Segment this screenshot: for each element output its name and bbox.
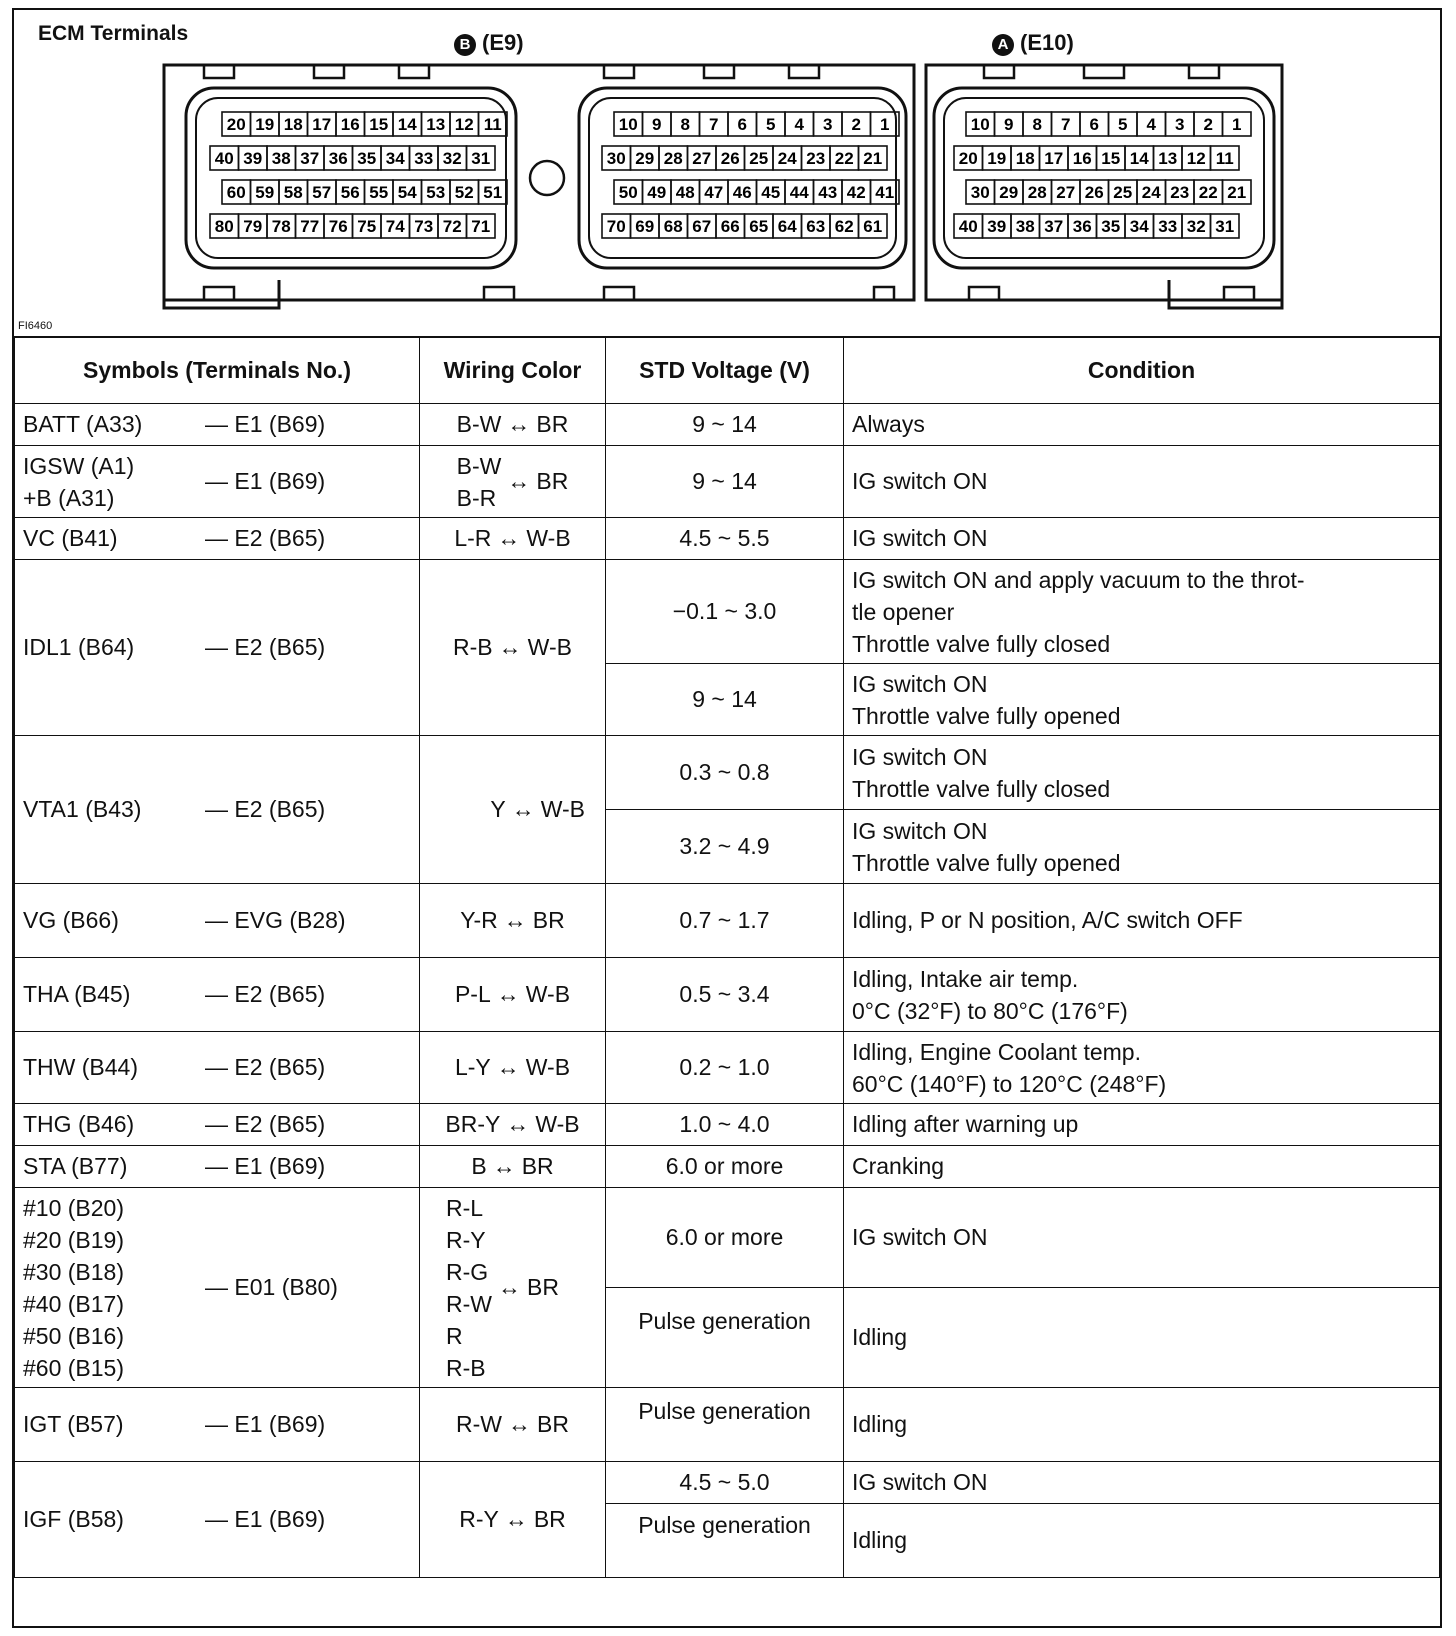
terminal-number: 52 <box>454 183 474 202</box>
terminal-number: 16 <box>340 115 360 134</box>
terminal-number: 38 <box>1015 217 1035 236</box>
terminal-number: 2 <box>1203 115 1213 134</box>
terminal-number: 55 <box>369 183 389 202</box>
terminal-number: 43 <box>818 183 838 202</box>
connector-outline <box>14 10 1440 336</box>
terminal-number: 66 <box>720 217 740 236</box>
terminal-number: 40 <box>958 217 978 236</box>
terminal-number: 21 <box>863 149 883 168</box>
terminal-number: 40 <box>214 149 234 168</box>
terminal-number: 14 <box>397 115 417 134</box>
table-row: THA (B45) — E2 (B65) P-L ↔ W-B 0.5 ~ 3.4 Idling, Intake air temp. 0°C (32°F) to 80°C (176°F) <box>15 958 1440 1032</box>
terminal-number: 34 <box>1129 217 1149 236</box>
terminal-number: 4 <box>1146 115 1156 134</box>
terminal-number: 28 <box>663 149 683 168</box>
terminal-number: 15 <box>1101 149 1121 168</box>
terminal-number: 29 <box>635 149 655 168</box>
terminal-number: 70 <box>606 217 626 236</box>
terminal-number: 62 <box>834 217 854 236</box>
terminal-number: 16 <box>1072 149 1092 168</box>
terminal-number: 27 <box>1056 183 1076 202</box>
table-row: 9 ~ 14 IG switch ON Throttle valve fully opened <box>15 664 1440 736</box>
table-row: STA (B77) — E1 (B69) B ↔ BR 6.0 or more Cranking <box>15 1146 1440 1188</box>
terminal-number: 25 <box>1113 183 1133 202</box>
terminal-number: 33 <box>1158 217 1178 236</box>
terminal-number: 80 <box>214 217 234 236</box>
header-symbols: Symbols (Terminals No.) <box>15 337 420 404</box>
table-row: #10 (B20) #20 (B19) #30 (B18) #40 (B17) #50 (B16) #60 (B15) — E01 (B80) R-L R-Y R-G R-W R R-B ↔ BR 6.0 or more IG switch ON <box>15 1188 1440 1288</box>
terminal-number: 8 <box>680 115 690 134</box>
terminal-number: 45 <box>761 183 781 202</box>
table-row: VC (B41) — E2 (B65) L-R ↔ W-B 4.5 ~ 5.5 IG switch ON <box>15 518 1440 560</box>
terminal-number: 17 <box>1044 149 1064 168</box>
terminal-number: 24 <box>777 149 797 168</box>
terminal-number: 38 <box>271 149 291 168</box>
terminal-number: 18 <box>283 115 303 134</box>
terminal-number: 68 <box>663 217 683 236</box>
terminal-number: 1 <box>1232 115 1242 134</box>
terminal-number: 15 <box>369 115 389 134</box>
terminal-number: 72 <box>442 217 462 236</box>
terminal-number: 36 <box>1072 217 1092 236</box>
terminal-number: 47 <box>704 183 724 202</box>
terminal-number: 41 <box>875 183 895 202</box>
terminal-number: 18 <box>1015 149 1035 168</box>
terminal-number: 63 <box>806 217 826 236</box>
terminal-number: 6 <box>737 115 747 134</box>
table-row: IGSW (A1) +B (A31) — E1 (B69) B-W B-R ↔ BR 9 ~ 14 IG switch ON <box>15 446 1440 518</box>
table-row: THW (B44) — E2 (B65) L-Y ↔ W-B 0.2 ~ 1.0 Idling, Engine Coolant temp. 60°C (140°F) to 120°C (248°F) <box>15 1032 1440 1104</box>
terminal-number: 58 <box>283 183 303 202</box>
connector-a-badge: A <box>992 34 1014 56</box>
terminal-number: 26 <box>720 149 740 168</box>
terminal-number: 59 <box>255 183 275 202</box>
terminal-number: 32 <box>1186 217 1206 236</box>
terminal-number: 35 <box>357 149 377 168</box>
terminal-number: 56 <box>340 183 360 202</box>
header-wiring: Wiring Color <box>420 337 606 404</box>
table-header-row <box>15 337 1440 404</box>
figure-id: FI6460 <box>18 320 53 332</box>
connector-a-label: A (E10) <box>992 30 1074 56</box>
terminal-number: 27 <box>692 149 712 168</box>
terminal-number: 71 <box>471 217 491 236</box>
terminal-number: 67 <box>692 217 712 236</box>
terminal-number: 78 <box>271 217 291 236</box>
terminal-number: 22 <box>834 149 854 168</box>
terminal-number: 21 <box>1227 183 1247 202</box>
terminal-number: 8 <box>1032 115 1042 134</box>
diagram-title: ECM Terminals <box>38 22 189 45</box>
terminal-number: 28 <box>1027 183 1047 202</box>
ecm-connector-diagram <box>14 10 1440 338</box>
terminal-number: 11 <box>1215 149 1234 168</box>
terminal-number: 61 <box>863 217 883 236</box>
terminal-number: 32 <box>442 149 462 168</box>
terminal-number: 42 <box>846 183 866 202</box>
terminal-number: 19 <box>987 149 1007 168</box>
terminal-number: 64 <box>777 217 797 236</box>
terminal-number: 6 <box>1089 115 1099 134</box>
terminal-number: 79 <box>243 217 263 236</box>
terminal-number: 74 <box>385 217 405 236</box>
terminal-number: 7 <box>709 115 719 134</box>
terminal-number: 23 <box>1170 183 1190 202</box>
terminal-number: 1 <box>880 115 890 134</box>
terminal-number: 31 <box>1215 217 1235 236</box>
terminal-number: 65 <box>749 217 769 236</box>
terminal-number: 5 <box>1118 115 1128 134</box>
table-row: Pulse generation Idling <box>15 1288 1440 1388</box>
terminal-number: 2 <box>851 115 861 134</box>
terminal-number: 53 <box>426 183 446 202</box>
terminal-number: 30 <box>606 149 626 168</box>
table-row: THG (B46) — E2 (B65) BR-Y ↔ W-B 1.0 ~ 4.0 Idling after warning up <box>15 1104 1440 1146</box>
table-row: VG (B66) — EVG (B28) Y-R ↔ BR 0.7 ~ 1.7 Idling, P or N position, A/C switch OFF <box>15 884 1440 958</box>
terminal-number: 50 <box>618 183 638 202</box>
terminal-number: 35 <box>1101 217 1121 236</box>
terminal-number: 36 <box>328 149 348 168</box>
terminal-number: 29 <box>999 183 1019 202</box>
terminal-number: 77 <box>300 217 320 236</box>
terminal-number: 54 <box>397 183 417 202</box>
terminal-number: 73 <box>414 217 434 236</box>
terminal-number: 10 <box>618 115 638 134</box>
terminal-number: 49 <box>647 183 667 202</box>
terminal-number: 34 <box>385 149 405 168</box>
table-row: IGF (B58) — E1 (B69) R-Y ↔ BR 4.5 ~ 5.0 IG switch ON <box>15 1462 1440 1504</box>
terminal-number: 23 <box>806 149 826 168</box>
terminal-number: 39 <box>987 217 1007 236</box>
terminal-number: 9 <box>652 115 662 134</box>
terminal-number: 75 <box>357 217 377 236</box>
terminal-number: 51 <box>483 183 503 202</box>
terminal-number: 20 <box>958 149 978 168</box>
connector-b-badge: B <box>454 34 476 56</box>
terminal-number: 4 <box>794 115 804 134</box>
terminal-number: 7 <box>1061 115 1071 134</box>
table-row: BATT (A33) — E1 (B69) B-W ↔ BR 9 ~ 14 Always <box>15 404 1440 446</box>
terminal-number: 37 <box>300 149 320 168</box>
terminal-number: 60 <box>226 183 246 202</box>
terminal-number: 3 <box>1175 115 1185 134</box>
connector-b-label: B (E9) <box>454 30 524 56</box>
terminal-number: 48 <box>675 183 695 202</box>
terminal-number: 22 <box>1198 183 1218 202</box>
terminal-number: 24 <box>1141 183 1161 202</box>
terminal-number: 26 <box>1084 183 1104 202</box>
terminal-number: 12 <box>454 115 474 134</box>
terminal-number: 33 <box>414 149 434 168</box>
terminal-number: 11 <box>483 115 502 134</box>
terminal-number: 44 <box>789 183 809 202</box>
terminal-number: 5 <box>766 115 776 134</box>
terminal-number: 12 <box>1186 149 1206 168</box>
table-row: Pulse generation Idling <box>15 1504 1440 1578</box>
terminal-number: 37 <box>1044 217 1064 236</box>
terminal-number: 14 <box>1129 149 1149 168</box>
terminal-number: 69 <box>635 217 655 236</box>
terminal-number: 9 <box>1004 115 1014 134</box>
terminal-table <box>14 336 1440 1578</box>
terminal-number: 39 <box>243 149 263 168</box>
terminal-number: 57 <box>312 183 332 202</box>
ecm-terminal-page <box>12 8 1442 1628</box>
terminal-number: 10 <box>970 115 990 134</box>
terminal-number: 46 <box>732 183 752 202</box>
terminal-number: 20 <box>226 115 246 134</box>
terminal-number: 76 <box>328 217 348 236</box>
terminal-number: 3 <box>823 115 833 134</box>
terminal-number: 25 <box>749 149 769 168</box>
table-row: VTA1 (B43) — E2 (B65) Y ↔ W-B 0.3 ~ 0.8 IG switch ON Throttle valve fully closed <box>15 736 1440 810</box>
header-voltage: STD Voltage (V) <box>606 337 844 404</box>
terminal-number: 13 <box>426 115 446 134</box>
terminal-number: 19 <box>255 115 275 134</box>
header-condition: Condition <box>844 337 1440 404</box>
terminal-number: 31 <box>471 149 491 168</box>
terminal-number: 17 <box>312 115 332 134</box>
terminal-number: 30 <box>970 183 990 202</box>
table-row: 3.2 ~ 4.9 IG switch ON Throttle valve fully opened <box>15 810 1440 884</box>
terminal-number: 13 <box>1158 149 1178 168</box>
table-row: IDL1 (B64) — E2 (B65) R-B ↔ W-B −0.1 ~ 3.0 IG switch ON and apply vacuum to the throt- tle opener Throttle valve fully closed <box>15 560 1440 664</box>
table-row: IGT (B57) — E1 (B69) R-W ↔ BR Pulse generation Idling <box>15 1388 1440 1462</box>
